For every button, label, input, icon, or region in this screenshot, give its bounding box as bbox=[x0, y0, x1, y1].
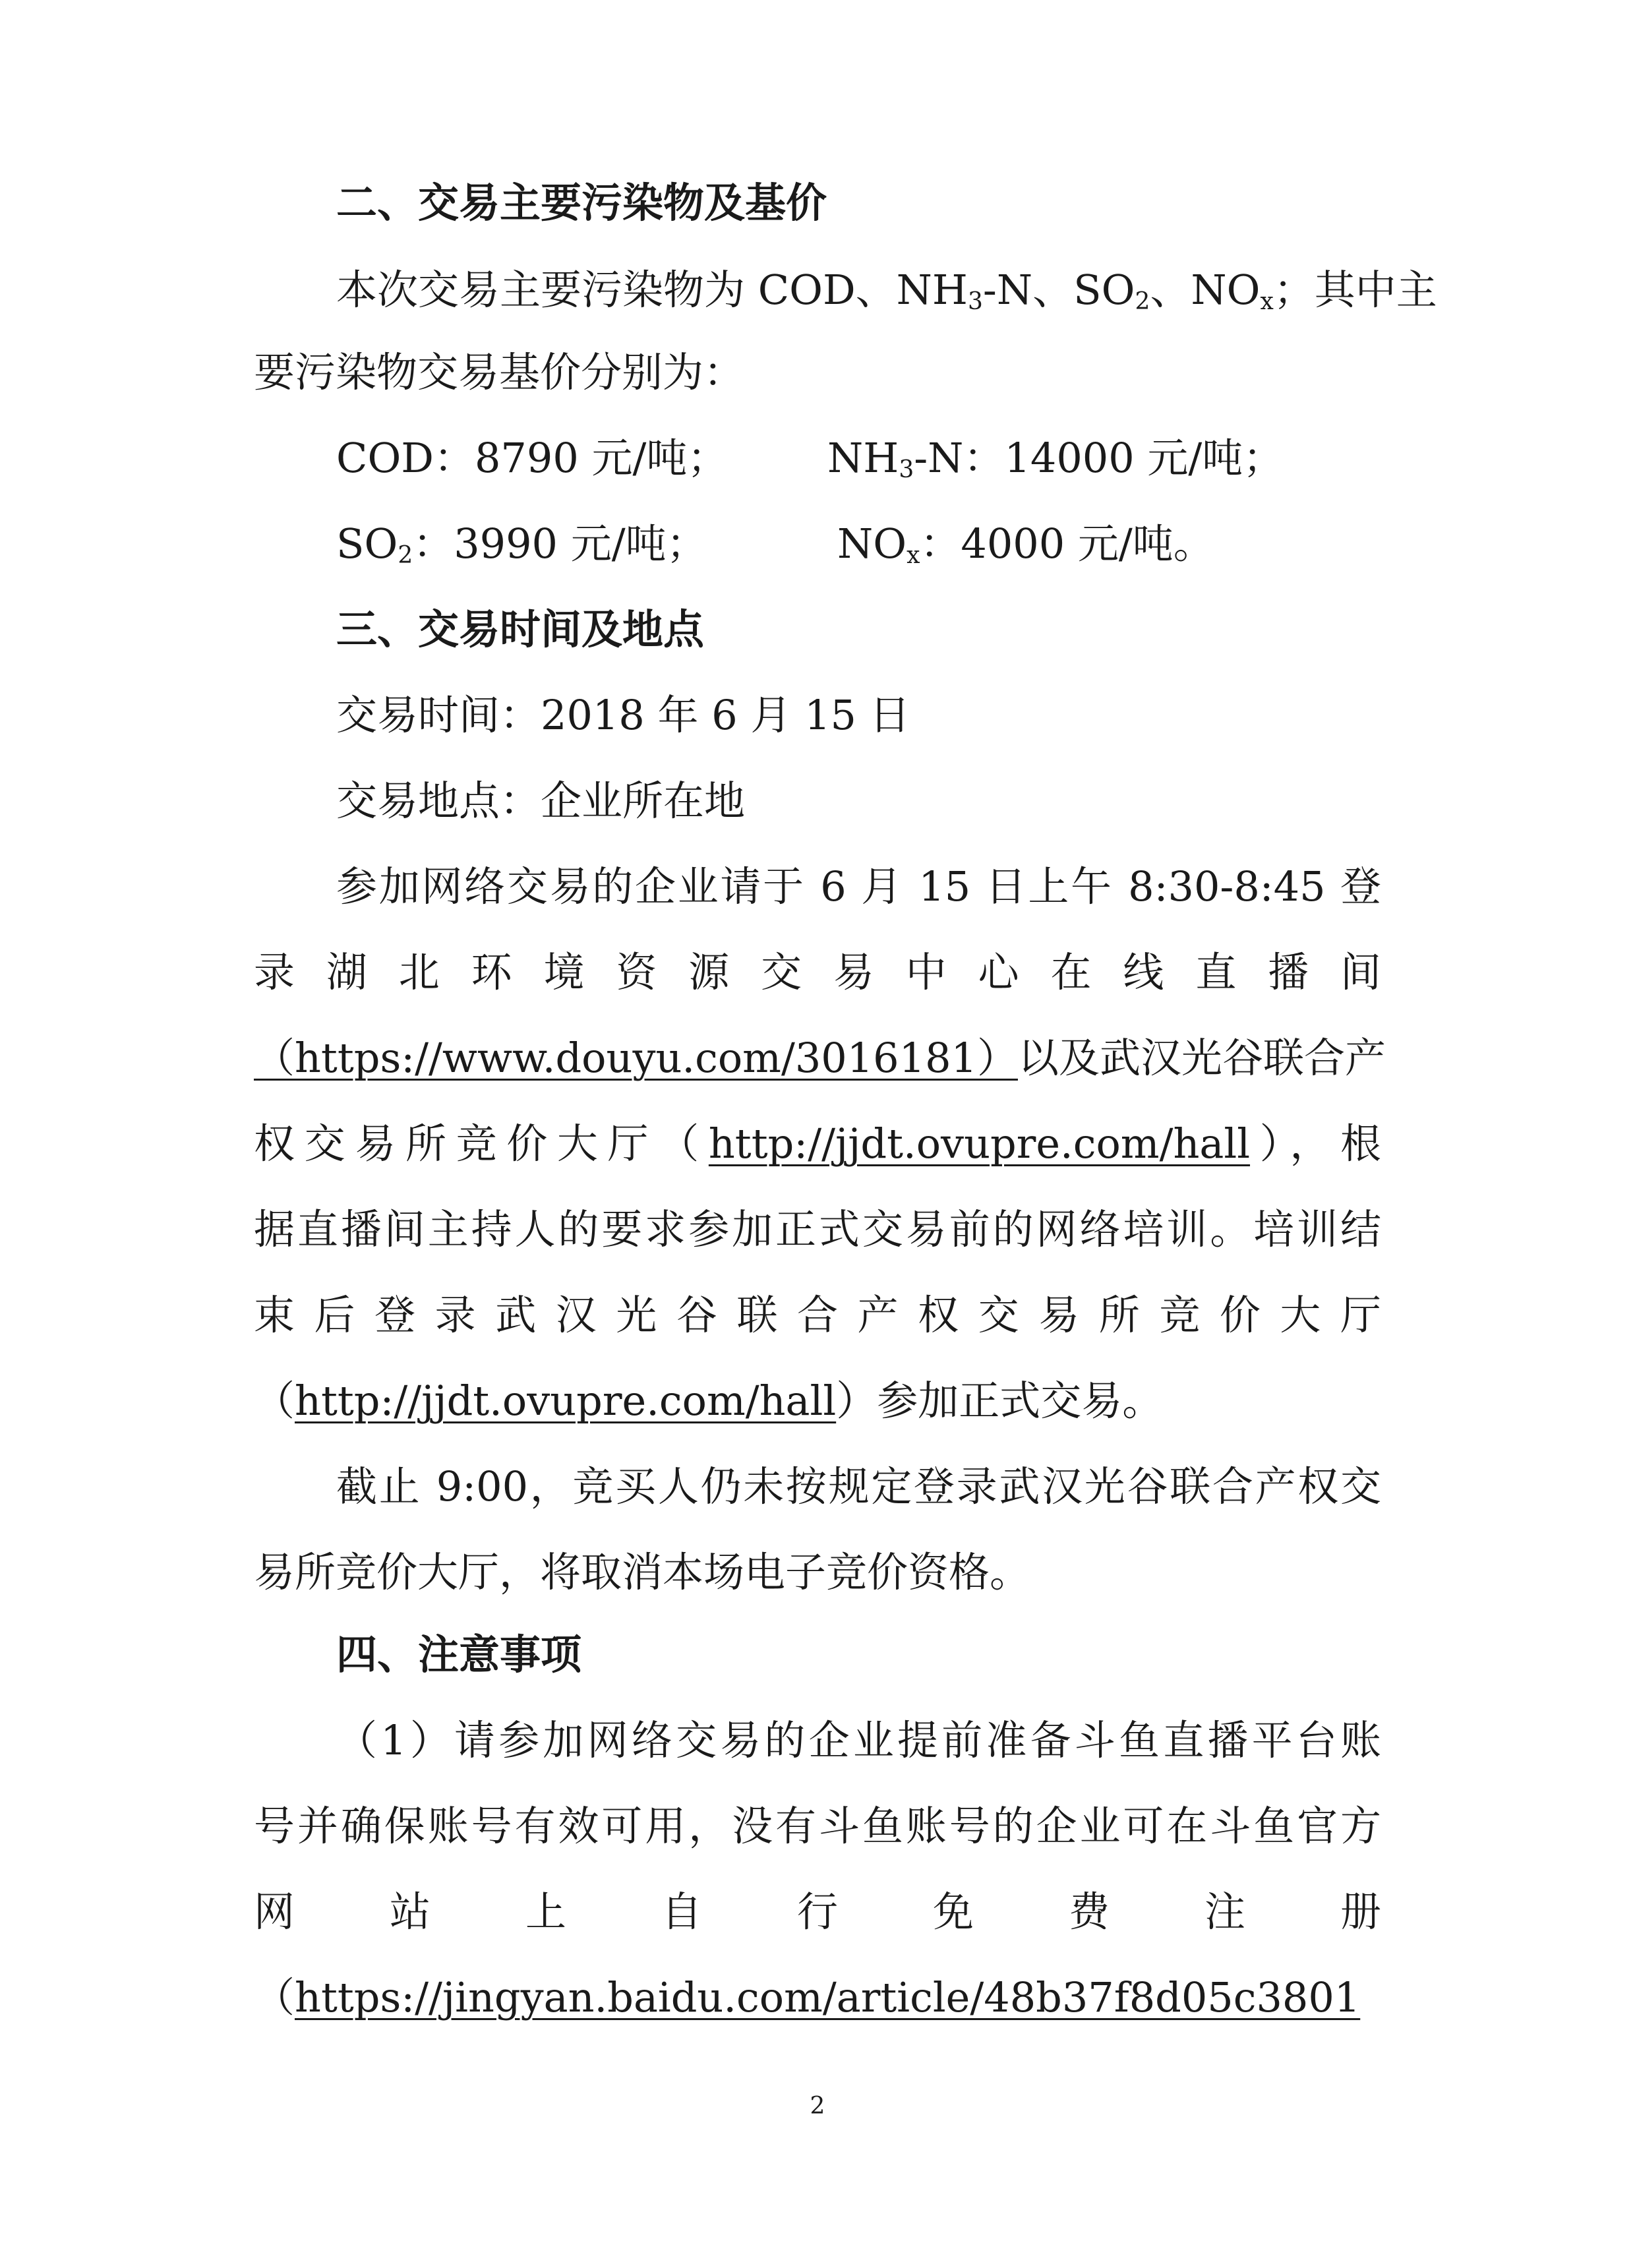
price-so2: $SO_2$：3990 元/吨； bbox=[336, 520, 707, 569]
section-3-p1-line-3: （https://www.douyu.com/3016181）以及武汉光谷联合产 bbox=[254, 1034, 1386, 1082]
section-3-p1-line-7: （http://jjdt.ovupre.com/hall）参加正式交易。 bbox=[254, 1377, 1164, 1425]
jjdt-hall-link-2[interactable]: http://jjdt.ovupre.com/hall bbox=[295, 1377, 837, 1425]
section-2-paragraph-line-1: 本次交易主要污染物为 COD、$NH_3-N$、$SO_2$、$NO_x$；其中主 bbox=[336, 266, 1437, 315]
section-4-line-2: 号并确保账号有效可用，没有斗鱼账号的企业可在斗鱼官方 bbox=[254, 1802, 1381, 1850]
section-3-p1-line-6: 束后登录武汉光谷联合产权交易所竞价大厅 bbox=[254, 1291, 1381, 1339]
section-2-paragraph-line-2: 要污染物交易基价分别为： bbox=[254, 348, 745, 396]
baidu-jingyan-link[interactable]: https://jingyan.baidu.com/article/48b37f8d05c3801 bbox=[295, 1973, 1361, 2021]
section-4-heading: 四、注意事项 bbox=[336, 1630, 582, 1679]
jjdt-hall-link[interactable]: http://jjdt.ovupre.com/hall bbox=[708, 1119, 1251, 1168]
section-2-heading: 二、交易主要污染物及基价 bbox=[336, 179, 827, 227]
price-nox: $NO_x$：4000 元/吨。 bbox=[837, 520, 1214, 569]
price-cod: COD：8790 元/吨； bbox=[336, 434, 728, 482]
price-row-2 bbox=[336, 518, 1381, 570]
trade-place: 交易地点：企业所在地 bbox=[336, 777, 746, 825]
section-3-p1-line-2: 录湖北环境资源交易中心在线直播间 bbox=[254, 948, 1381, 996]
page-number: 2 bbox=[810, 2093, 825, 2120]
section-3-p2-line-2: 易所竞价大厅，将取消本场电子竞价资格。 bbox=[254, 1548, 1031, 1596]
section-3-p1-line-4: 权交易所竞价大厅（http://jjdt.ovupre.com/hall），根 bbox=[254, 1119, 1381, 1168]
section-3-p1-line-1: 参加网络交易的企业请于 6 月 15 日上午 8:30-8:45 登 bbox=[336, 862, 1381, 910]
price-nh3n: $NH_3-N$：14000 元/吨； bbox=[827, 434, 1284, 483]
section-3-p2-line-1: 截止 9:00，竞买人仍未按规定登录武汉光谷联合产权交 bbox=[336, 1462, 1381, 1510]
section-4-line-1: （1）请参加网络交易的企业提前准备斗鱼直播平台账 bbox=[336, 1716, 1381, 1764]
section-3-heading: 三、交易时间及地点 bbox=[336, 605, 705, 653]
section-3-p1-line-5: 据直播间主持人的要求参加正式交易前的网络培训。培训结 bbox=[254, 1205, 1381, 1253]
section-4-line-3: 网站上自行免费注册 bbox=[254, 1888, 1381, 1936]
douyu-link[interactable]: （https://www.douyu.com/3016181） bbox=[254, 1034, 1018, 1082]
section-4-line-4: （https://jingyan.baidu.com/article/48b37f8d05c3801 bbox=[254, 1973, 1361, 2021]
price-row-1 bbox=[336, 432, 1381, 485]
trade-time: 交易时间：2018 年 6 月 15 日 bbox=[336, 691, 910, 739]
